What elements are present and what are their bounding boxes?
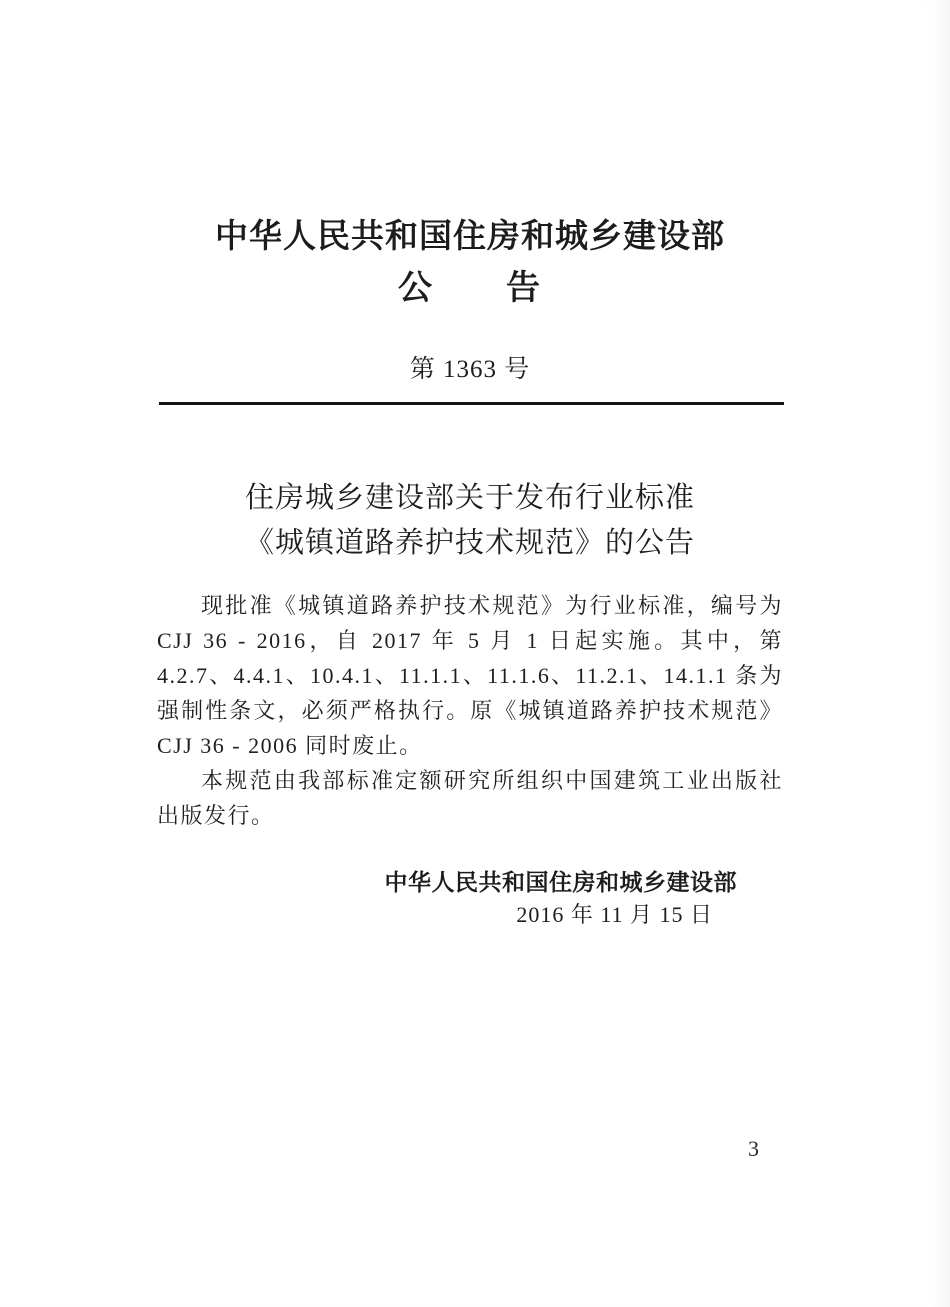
page-number: 3 — [748, 1136, 759, 1161]
signature-issuer: 中华人民共和国住房和城乡建设部 — [384, 869, 737, 895]
body-paragraph-2: 本规范由我部标准定额研究所组织中国建筑工业出版社出版发行。 — [157, 768, 783, 828]
issuer-title: 中华人民共和国住房和城乡建设部 — [215, 217, 725, 254]
doc-number: 第 1363 号 — [409, 356, 531, 383]
doc-type-title: 公 告 — [398, 269, 542, 307]
body-paragraph-1: 现批准《城镇道路养护技术规范》为行业标准，编号为 CJJ 36 - 2016，自 2017 年 5 月 1 日起实施。其中，第 4.2.7、4.4.1、10.4.1、11.1.1、11.1.6、11.2.1、14.1.1 条为强制性条文，必须严格执行。原《城镇道路养护技术规范》CJJ 36 - 2006 同时废止。 — [157, 593, 783, 758]
announcement-subtitle — [157, 476, 783, 566]
divider-rule — [159, 402, 784, 405]
signature-date: 2016 年 11 月 15 日 — [516, 902, 713, 927]
subtitle-line-1: 住房城乡建设部关于发布行业标准 — [244, 482, 695, 514]
body-text — [157, 588, 783, 833]
subtitle-line-2: 《城镇道路养护技术规范》的公告 — [244, 527, 695, 559]
